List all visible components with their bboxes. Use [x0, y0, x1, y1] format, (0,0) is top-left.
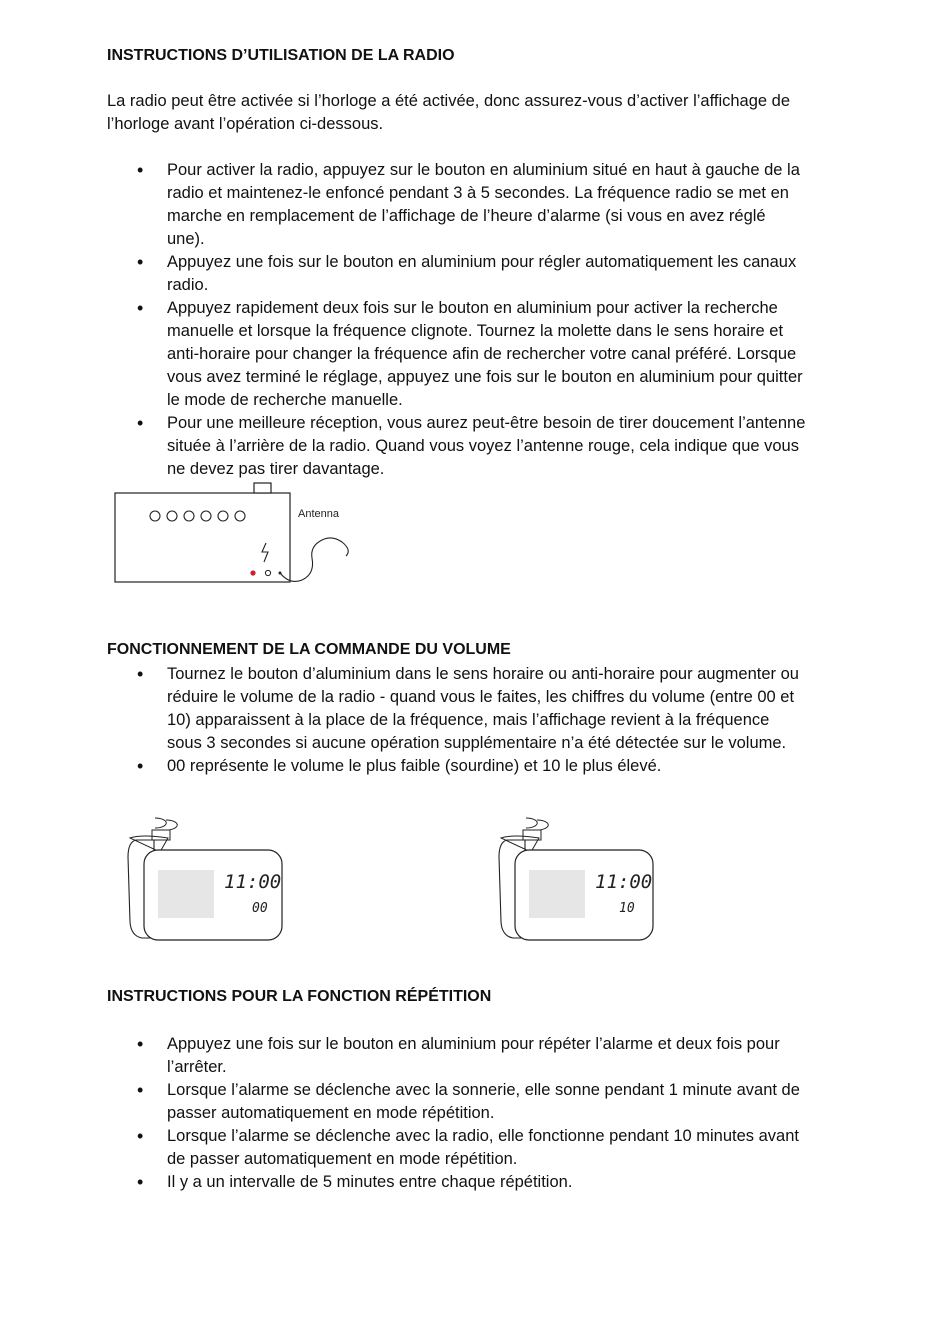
- clock-screen-panel: [529, 870, 585, 918]
- radio-button-row: [150, 511, 245, 521]
- button-circle: [201, 511, 211, 521]
- list-item: • Appuyez une fois sur le bouton en aluminium pour répéter l’alarme et deux fois pour l’arrêter.: [107, 1033, 807, 1079]
- button-circle: [184, 511, 194, 521]
- list-item: • Lorsque l’alarme se déclenche avec la sonnerie, elle sonne pendant 1 minute avant de passer automatiquement en mode répétition.: [107, 1079, 807, 1125]
- antenna-red-dot: [250, 570, 255, 575]
- button-circle: [150, 511, 160, 521]
- button-circle: [235, 511, 245, 521]
- section-title-snooze: INSTRUCTIONS POUR LA FONCTION RÉPÉTITION: [107, 988, 492, 1005]
- list-item: • Pour une meilleure réception, vous aurez peut-être besoin de tirer doucement l’antenne située à l’arrière de la radio. Quand vous voyez l’antenne rouge, cela indique que vous ne devez pas tirer davantage.: [107, 412, 807, 481]
- list-item: • Tournez le bouton d’aluminium dans le sens horaire ou anti-horaire pour augmenter ou réduire le volume de la radio - quand vous le faites, les chiffres du volume (entre 00 et 10) apparaissent à la place de la fréquence, mais l’affichage revient à la fréquence sous 3 secondes si aucune opération supplémentaire n’a été détectée sur le volume.: [107, 663, 807, 755]
- radio-antenna-diagram: [110, 480, 360, 590]
- list-item: • Lorsque l’alarme se déclenche avec la radio, elle fonctionne pendant 10 minutes avant de passer automatiquement en mode répétition.: [107, 1125, 807, 1171]
- volume-instructions-list: [107, 663, 807, 778]
- radio-instructions-list: [107, 159, 807, 481]
- radio-body-outline: [115, 493, 290, 582]
- list-item: • Appuyez une fois sur le bouton en aluminium pour régler automatiquement les canaux radio.: [107, 251, 807, 297]
- radio-intro-paragraph: La radio peut être activée si l’horloge a été activée, donc assurez-vous d’activer l’affichage de l’horloge avant l’opération ci-dessous.: [107, 92, 791, 133]
- clock-diagram-volume-00: [122, 812, 292, 947]
- radio-top-button: [254, 483, 271, 493]
- clock-screen-panel: [158, 870, 214, 918]
- snooze-instructions-list: [107, 1033, 807, 1194]
- antenna-socket-icon: [265, 570, 270, 575]
- list-item: • Pour activer la radio, appuyez sur le bouton en aluminium situé en haut à gauche de la radio et maintenez-le enfoncé pendant 3 à 5 secondes. La fréquence radio se met en marche en remplacement de l’affichage de l’heure d’alarme (si vous en avez réglé une).: [107, 159, 807, 251]
- list-item: • Appuyez rapidement deux fois sur le bouton en aluminium pour activer la recherche manuelle et lorsque la fréquence clignote. Tournez la molette dans le sens horaire et anti-horaire pour changer la fréquence afin de rechercher votre canal préféré. Lorsque vous avez terminé le réglage, appuyez une fois sur le bouton en aluminium pour quitter le mode de recherche manuelle.: [107, 297, 807, 412]
- list-item: • 00 représente le volume le plus faible (sourdine) et 10 le plus élevé.: [107, 755, 807, 778]
- section-title-volume: FONCTIONNEMENT DE LA COMMANDE DU VOLUME: [107, 641, 511, 658]
- clock-volume-display: 10: [619, 901, 635, 916]
- list-item: • Il y a un intervalle de 5 minutes entre chaque répétition.: [107, 1171, 807, 1194]
- section-title-radio: INSTRUCTIONS D’UTILISATION DE LA RADIO: [107, 47, 455, 64]
- clock-volume-display: 00: [252, 901, 268, 916]
- button-circle: [218, 511, 228, 521]
- rotate-arrows-icon: [526, 818, 548, 830]
- clock-time-display: 11:00: [224, 871, 282, 893]
- rotate-arrows-icon: [155, 818, 177, 830]
- antenna-label: Antenna: [298, 508, 339, 520]
- clock-diagram-volume-10: [493, 812, 663, 947]
- button-circle: [167, 511, 177, 521]
- lightning-icon: [262, 543, 268, 562]
- clock-time-display: 11:00: [595, 871, 653, 893]
